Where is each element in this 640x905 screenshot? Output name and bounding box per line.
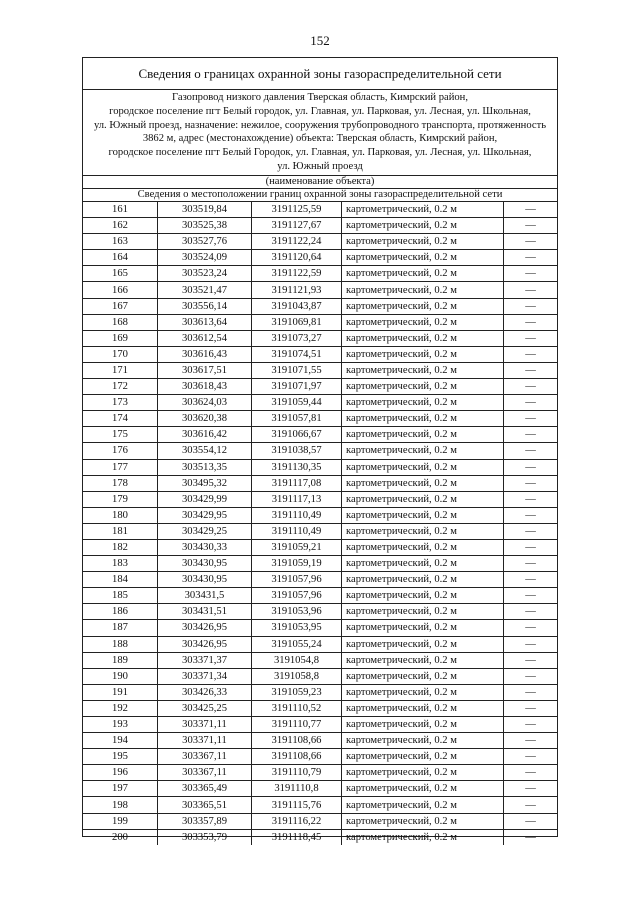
- point-number-cell: 173: [83, 395, 158, 411]
- coordinate-y-cell: 3191038,57: [252, 443, 342, 459]
- coordinate-x-cell: 303431,5: [158, 588, 252, 604]
- table-row: [83, 652, 557, 668]
- point-number-cell: 197: [83, 781, 158, 797]
- description-cell: —: [504, 604, 558, 620]
- method-cell: картометрический, 0.2 м: [342, 266, 504, 282]
- point-number-cell: 186: [83, 604, 158, 620]
- point-number-cell: 163: [83, 234, 158, 250]
- description-cell: —: [504, 282, 558, 298]
- table-row: [83, 539, 557, 555]
- description-cell: —: [504, 765, 558, 781]
- point-number-cell: 165: [83, 266, 158, 282]
- description-line: ул. Южный проезд, назначение: нежилое, сооружения трубопроводного транспорта, протяженность: [93, 119, 547, 131]
- table-row: [83, 459, 557, 475]
- description-cell: —: [504, 539, 558, 555]
- coordinate-x-cell: 303495,32: [158, 475, 252, 491]
- table-row: [83, 266, 557, 282]
- point-number-cell: 168: [83, 314, 158, 330]
- coordinate-y-cell: 3191059,23: [252, 684, 342, 700]
- coordinate-y-cell: 3191110,77: [252, 717, 342, 733]
- coordinate-x-cell: 303371,11: [158, 733, 252, 749]
- coordinate-x-cell: 303429,25: [158, 523, 252, 539]
- coordinate-y-cell: 3191055,24: [252, 636, 342, 652]
- table-row: [83, 507, 557, 523]
- method-cell: картометрический, 0.2 м: [342, 491, 504, 507]
- method-cell: картометрический, 0.2 м: [342, 362, 504, 378]
- description-cell: —: [504, 733, 558, 749]
- coordinate-x-cell: 303620,38: [158, 411, 252, 427]
- table-row: [83, 202, 557, 218]
- table-row: [83, 556, 557, 572]
- point-number-cell: 170: [83, 346, 158, 362]
- point-number-cell: 189: [83, 652, 158, 668]
- description-cell: —: [504, 202, 558, 218]
- description-cell: —: [504, 266, 558, 282]
- object-description: [83, 90, 557, 176]
- coordinate-y-cell: 3191108,66: [252, 749, 342, 765]
- point-number-cell: 166: [83, 282, 158, 298]
- coordinate-x-cell: 303371,37: [158, 652, 252, 668]
- coordinate-y-cell: 3191066,67: [252, 427, 342, 443]
- point-number-cell: 198: [83, 797, 158, 813]
- coordinate-x-cell: 303618,43: [158, 379, 252, 395]
- point-number-cell: 162: [83, 218, 158, 234]
- method-cell: картометрический, 0.2 м: [342, 572, 504, 588]
- method-cell: картометрический, 0.2 м: [342, 298, 504, 314]
- method-cell: картометрический, 0.2 м: [342, 604, 504, 620]
- page-number: 152: [310, 33, 330, 48]
- coordinate-x-cell: 303365,49: [158, 781, 252, 797]
- coordinates-table: [83, 202, 557, 845]
- coordinate-x-cell: 303554,12: [158, 443, 252, 459]
- description-cell: —: [504, 314, 558, 330]
- coordinate-x-cell: 303613,64: [158, 314, 252, 330]
- point-number-cell: 176: [83, 443, 158, 459]
- method-cell: картометрический, 0.2 м: [342, 218, 504, 234]
- point-number-cell: 172: [83, 379, 158, 395]
- method-cell: картометрический, 0.2 м: [342, 588, 504, 604]
- coordinate-y-cell: 3191118,45: [252, 829, 342, 845]
- coordinate-y-cell: 3191073,27: [252, 330, 342, 346]
- point-number-cell: 161: [83, 202, 158, 218]
- point-number-cell: 179: [83, 491, 158, 507]
- description-cell: —: [504, 443, 558, 459]
- point-number-cell: 171: [83, 362, 158, 378]
- method-cell: картометрический, 0.2 м: [342, 234, 504, 250]
- table-row: [83, 765, 557, 781]
- coordinate-x-cell: 303367,11: [158, 765, 252, 781]
- point-number-cell: 187: [83, 620, 158, 636]
- method-cell: картометрический, 0.2 м: [342, 700, 504, 716]
- table-row: [83, 362, 557, 378]
- coordinate-x-cell: 303616,43: [158, 346, 252, 362]
- table-row: [83, 572, 557, 588]
- coordinate-y-cell: 3191074,51: [252, 346, 342, 362]
- description-cell: —: [504, 491, 558, 507]
- description-cell: —: [504, 523, 558, 539]
- coordinate-y-cell: 3191108,66: [252, 733, 342, 749]
- method-cell: картометрический, 0.2 м: [342, 539, 504, 555]
- method-cell: картометрический, 0.2 м: [342, 314, 504, 330]
- coordinate-x-cell: 303426,95: [158, 636, 252, 652]
- description-cell: —: [504, 652, 558, 668]
- description-cell: —: [504, 781, 558, 797]
- table-row: [83, 717, 557, 733]
- coordinate-x-cell: 303367,11: [158, 749, 252, 765]
- table-row: [83, 797, 557, 813]
- table-row: [83, 250, 557, 266]
- point-number-cell: 193: [83, 717, 158, 733]
- table-row: [83, 829, 557, 845]
- table-row: [83, 668, 557, 684]
- table-row: [83, 588, 557, 604]
- coordinate-y-cell: 3191122,59: [252, 266, 342, 282]
- point-number-cell: 188: [83, 636, 158, 652]
- method-cell: картометрический, 0.2 м: [342, 813, 504, 829]
- point-number-cell: 195: [83, 749, 158, 765]
- description-line: городское поселение пгт Белый Городок, ул. Главная, ул. Парковая, ул. Лесная, ул. Школьная,: [108, 147, 532, 159]
- table-row: [83, 314, 557, 330]
- point-number-cell: 167: [83, 298, 158, 314]
- table-row: [83, 298, 557, 314]
- coordinate-x-cell: 303353,79: [158, 829, 252, 845]
- table-row: [83, 395, 557, 411]
- coordinate-y-cell: 3191110,49: [252, 507, 342, 523]
- table-row: [83, 443, 557, 459]
- method-cell: картометрический, 0.2 м: [342, 459, 504, 475]
- point-number-cell: 194: [83, 733, 158, 749]
- coordinate-y-cell: 3191057,96: [252, 588, 342, 604]
- description-cell: —: [504, 668, 558, 684]
- table-row: [83, 411, 557, 427]
- table-row: [83, 330, 557, 346]
- coordinate-x-cell: 303371,11: [158, 717, 252, 733]
- point-number-cell: 200: [83, 829, 158, 845]
- table-row: [83, 523, 557, 539]
- coordinate-y-cell: 3191115,76: [252, 797, 342, 813]
- method-cell: картометрический, 0.2 м: [342, 733, 504, 749]
- coordinate-x-cell: 303612,54: [158, 330, 252, 346]
- coordinate-y-cell: 3191117,08: [252, 475, 342, 491]
- description-cell: —: [504, 556, 558, 572]
- point-number-cell: 169: [83, 330, 158, 346]
- coordinate-y-cell: 3191117,13: [252, 491, 342, 507]
- method-cell: картометрический, 0.2 м: [342, 523, 504, 539]
- coordinate-y-cell: 3191059,21: [252, 539, 342, 555]
- point-number-cell: 183: [83, 556, 158, 572]
- coordinate-x-cell: 303430,95: [158, 556, 252, 572]
- method-cell: картометрический, 0.2 м: [342, 379, 504, 395]
- coordinate-x-cell: 303527,76: [158, 234, 252, 250]
- coordinate-y-cell: 3191120,64: [252, 250, 342, 266]
- table-row: [83, 346, 557, 362]
- table-row: [83, 234, 557, 250]
- coordinate-x-cell: 303426,33: [158, 684, 252, 700]
- description-cell: —: [504, 379, 558, 395]
- method-cell: картометрический, 0.2 м: [342, 620, 504, 636]
- coordinates-table-body: [83, 202, 557, 845]
- method-cell: картометрический, 0.2 м: [342, 475, 504, 491]
- table-row: [83, 379, 557, 395]
- method-cell: картометрический, 0.2 м: [342, 684, 504, 700]
- section-header: Сведения о местоположении границ охранной зоны газораспределительной сети: [83, 189, 557, 202]
- description-cell: —: [504, 475, 558, 491]
- description-cell: —: [504, 395, 558, 411]
- coordinate-x-cell: 303429,95: [158, 507, 252, 523]
- method-cell: картометрический, 0.2 м: [342, 330, 504, 346]
- point-number-cell: 178: [83, 475, 158, 491]
- description-cell: —: [504, 717, 558, 733]
- coordinate-x-cell: 303624,03: [158, 395, 252, 411]
- point-number-cell: 184: [83, 572, 158, 588]
- method-cell: картометрический, 0.2 м: [342, 411, 504, 427]
- table-row: [83, 749, 557, 765]
- point-number-cell: 181: [83, 523, 158, 539]
- method-cell: картометрический, 0.2 м: [342, 636, 504, 652]
- point-number-cell: 185: [83, 588, 158, 604]
- method-cell: картометрический, 0.2 м: [342, 443, 504, 459]
- document-frame: [82, 57, 558, 843]
- description-cell: —: [504, 636, 558, 652]
- description-cell: —: [504, 700, 558, 716]
- table-row: [83, 684, 557, 700]
- description-cell: —: [504, 218, 558, 234]
- method-cell: картометрический, 0.2 м: [342, 556, 504, 572]
- method-cell: картометрический, 0.2 м: [342, 652, 504, 668]
- table-row: [83, 282, 557, 298]
- table-row: [83, 636, 557, 652]
- point-number-cell: 174: [83, 411, 158, 427]
- coordinate-y-cell: 3191127,67: [252, 218, 342, 234]
- description-cell: —: [504, 411, 558, 427]
- method-cell: картометрический, 0.2 м: [342, 346, 504, 362]
- description-line: ул. Южный проезд: [277, 160, 363, 172]
- coordinate-x-cell: 303556,14: [158, 298, 252, 314]
- method-cell: картометрический, 0.2 м: [342, 717, 504, 733]
- document-title: Сведения о границах охранной зоны газораспределительной сети: [83, 58, 557, 90]
- coordinate-x-cell: 303524,09: [158, 250, 252, 266]
- coordinate-x-cell: 303429,99: [158, 491, 252, 507]
- coordinate-x-cell: 303430,95: [158, 572, 252, 588]
- method-cell: картометрический, 0.2 м: [342, 395, 504, 411]
- point-number-cell: 164: [83, 250, 158, 266]
- method-cell: картометрический, 0.2 м: [342, 282, 504, 298]
- description-cell: —: [504, 427, 558, 443]
- method-cell: картометрический, 0.2 м: [342, 797, 504, 813]
- method-cell: картометрический, 0.2 м: [342, 765, 504, 781]
- description-cell: —: [504, 749, 558, 765]
- coordinate-x-cell: 303617,51: [158, 362, 252, 378]
- point-number-cell: 191: [83, 684, 158, 700]
- description-cell: —: [525, 831, 536, 843]
- coordinate-x-cell: 303365,51: [158, 797, 252, 813]
- coordinate-y-cell: 3191053,95: [252, 620, 342, 636]
- description-cell: —: [504, 330, 558, 346]
- coordinate-y-cell: 3191057,96: [252, 572, 342, 588]
- object-caption: (наименование объекта): [83, 176, 557, 189]
- coordinate-x-cell: 303513,35: [158, 459, 252, 475]
- coordinate-x-cell: 303357,89: [158, 813, 252, 829]
- table-row: [83, 491, 557, 507]
- coordinate-y-cell: 3191071,97: [252, 379, 342, 395]
- description-line: 3862 м, адрес (местонахождение) объекта: Тверская область, Кимрский район,: [142, 133, 498, 145]
- method-cell: картометрический, 0.2 м: [342, 829, 504, 845]
- description-cell: —: [504, 459, 558, 475]
- point-number-cell: 180: [83, 507, 158, 523]
- table-row: [83, 781, 557, 797]
- description-cell: —: [504, 507, 558, 523]
- coordinate-x-cell: 303431,51: [158, 604, 252, 620]
- coordinate-y-cell: 3191110,79: [252, 765, 342, 781]
- method-cell: картометрический, 0.2 м: [342, 202, 504, 218]
- table-row: [83, 733, 557, 749]
- coordinate-y-cell: 3191121,93: [252, 282, 342, 298]
- coordinate-y-cell: 3191071,55: [252, 362, 342, 378]
- coordinate-y-cell: 3191110,49: [252, 523, 342, 539]
- coordinate-y-cell: 3191053,96: [252, 604, 342, 620]
- description-cell: —: [504, 620, 558, 636]
- coordinate-x-cell: 303430,33: [158, 539, 252, 555]
- coordinate-y-cell: 3191125,59: [252, 202, 342, 218]
- description-line: городское поселение пгт Белый городок, ул. Главная, ул. Парковая, ул. Лесная, ул. Школьная,: [109, 105, 531, 117]
- description-cell: —: [504, 298, 558, 314]
- coordinate-y-cell: 3191110,8: [252, 781, 342, 797]
- method-cell: картометрический, 0.2 м: [342, 749, 504, 765]
- coordinate-x-cell: 303519,84: [158, 202, 252, 218]
- description-cell: —: [504, 572, 558, 588]
- coordinate-x-cell: 303426,95: [158, 620, 252, 636]
- method-cell: картометрический, 0.2 м: [342, 781, 504, 797]
- method-cell: картометрический, 0.2 м: [342, 668, 504, 684]
- description-cell: —: [504, 588, 558, 604]
- coordinate-x-cell: 303616,42: [158, 427, 252, 443]
- point-number-cell: 190: [83, 668, 158, 684]
- description-cell: —: [504, 362, 558, 378]
- coordinate-y-cell: 3191116,22: [252, 813, 342, 829]
- point-number-cell: 199: [83, 813, 158, 829]
- table-row: [83, 813, 557, 829]
- coordinate-y-cell: 3191130,35: [252, 459, 342, 475]
- coordinate-x-cell: 303521,47: [158, 282, 252, 298]
- method-cell: картометрический, 0.2 м: [342, 507, 504, 523]
- coordinate-y-cell: 3191059,44: [252, 395, 342, 411]
- method-cell: картометрический, 0.2 м: [342, 250, 504, 266]
- coordinate-y-cell: 3191054,8: [252, 652, 342, 668]
- coordinate-y-cell: 3191043,87: [252, 298, 342, 314]
- coordinate-y-cell: 3191122,24: [252, 234, 342, 250]
- description-cell: —: [504, 684, 558, 700]
- point-number-cell: 196: [83, 765, 158, 781]
- description-cell: —: [504, 813, 558, 829]
- coordinate-y-cell: 3191110,52: [252, 700, 342, 716]
- coordinate-x-cell: 303523,24: [158, 266, 252, 282]
- coordinate-y-cell: 3191058,8: [252, 668, 342, 684]
- table-row: [83, 700, 557, 716]
- coordinate-x-cell: 303525,38: [158, 218, 252, 234]
- table-row: [83, 475, 557, 491]
- table-row: [83, 427, 557, 443]
- description-line: Газопровод низкого давления Тверская область, Кимрский район,: [172, 92, 468, 103]
- point-number-cell: 177: [83, 459, 158, 475]
- coordinate-y-cell: 3191069,81: [252, 314, 342, 330]
- coordinate-x-cell: 303425,25: [158, 700, 252, 716]
- coordinate-y-cell: 3191059,19: [252, 556, 342, 572]
- coordinate-y-cell: 3191057,81: [252, 411, 342, 427]
- point-number-cell: 182: [83, 539, 158, 555]
- table-row: [83, 620, 557, 636]
- point-number-cell: 192: [83, 700, 158, 716]
- description-cell: —: [504, 346, 558, 362]
- description-cell: —: [504, 250, 558, 266]
- point-number-cell: 175: [83, 427, 158, 443]
- method-cell: картометрический, 0.2 м: [342, 427, 504, 443]
- table-row: [83, 604, 557, 620]
- description-cell: —: [504, 797, 558, 813]
- table-row: [83, 218, 557, 234]
- coordinate-x-cell: 303371,34: [158, 668, 252, 684]
- description-cell: —: [504, 234, 558, 250]
